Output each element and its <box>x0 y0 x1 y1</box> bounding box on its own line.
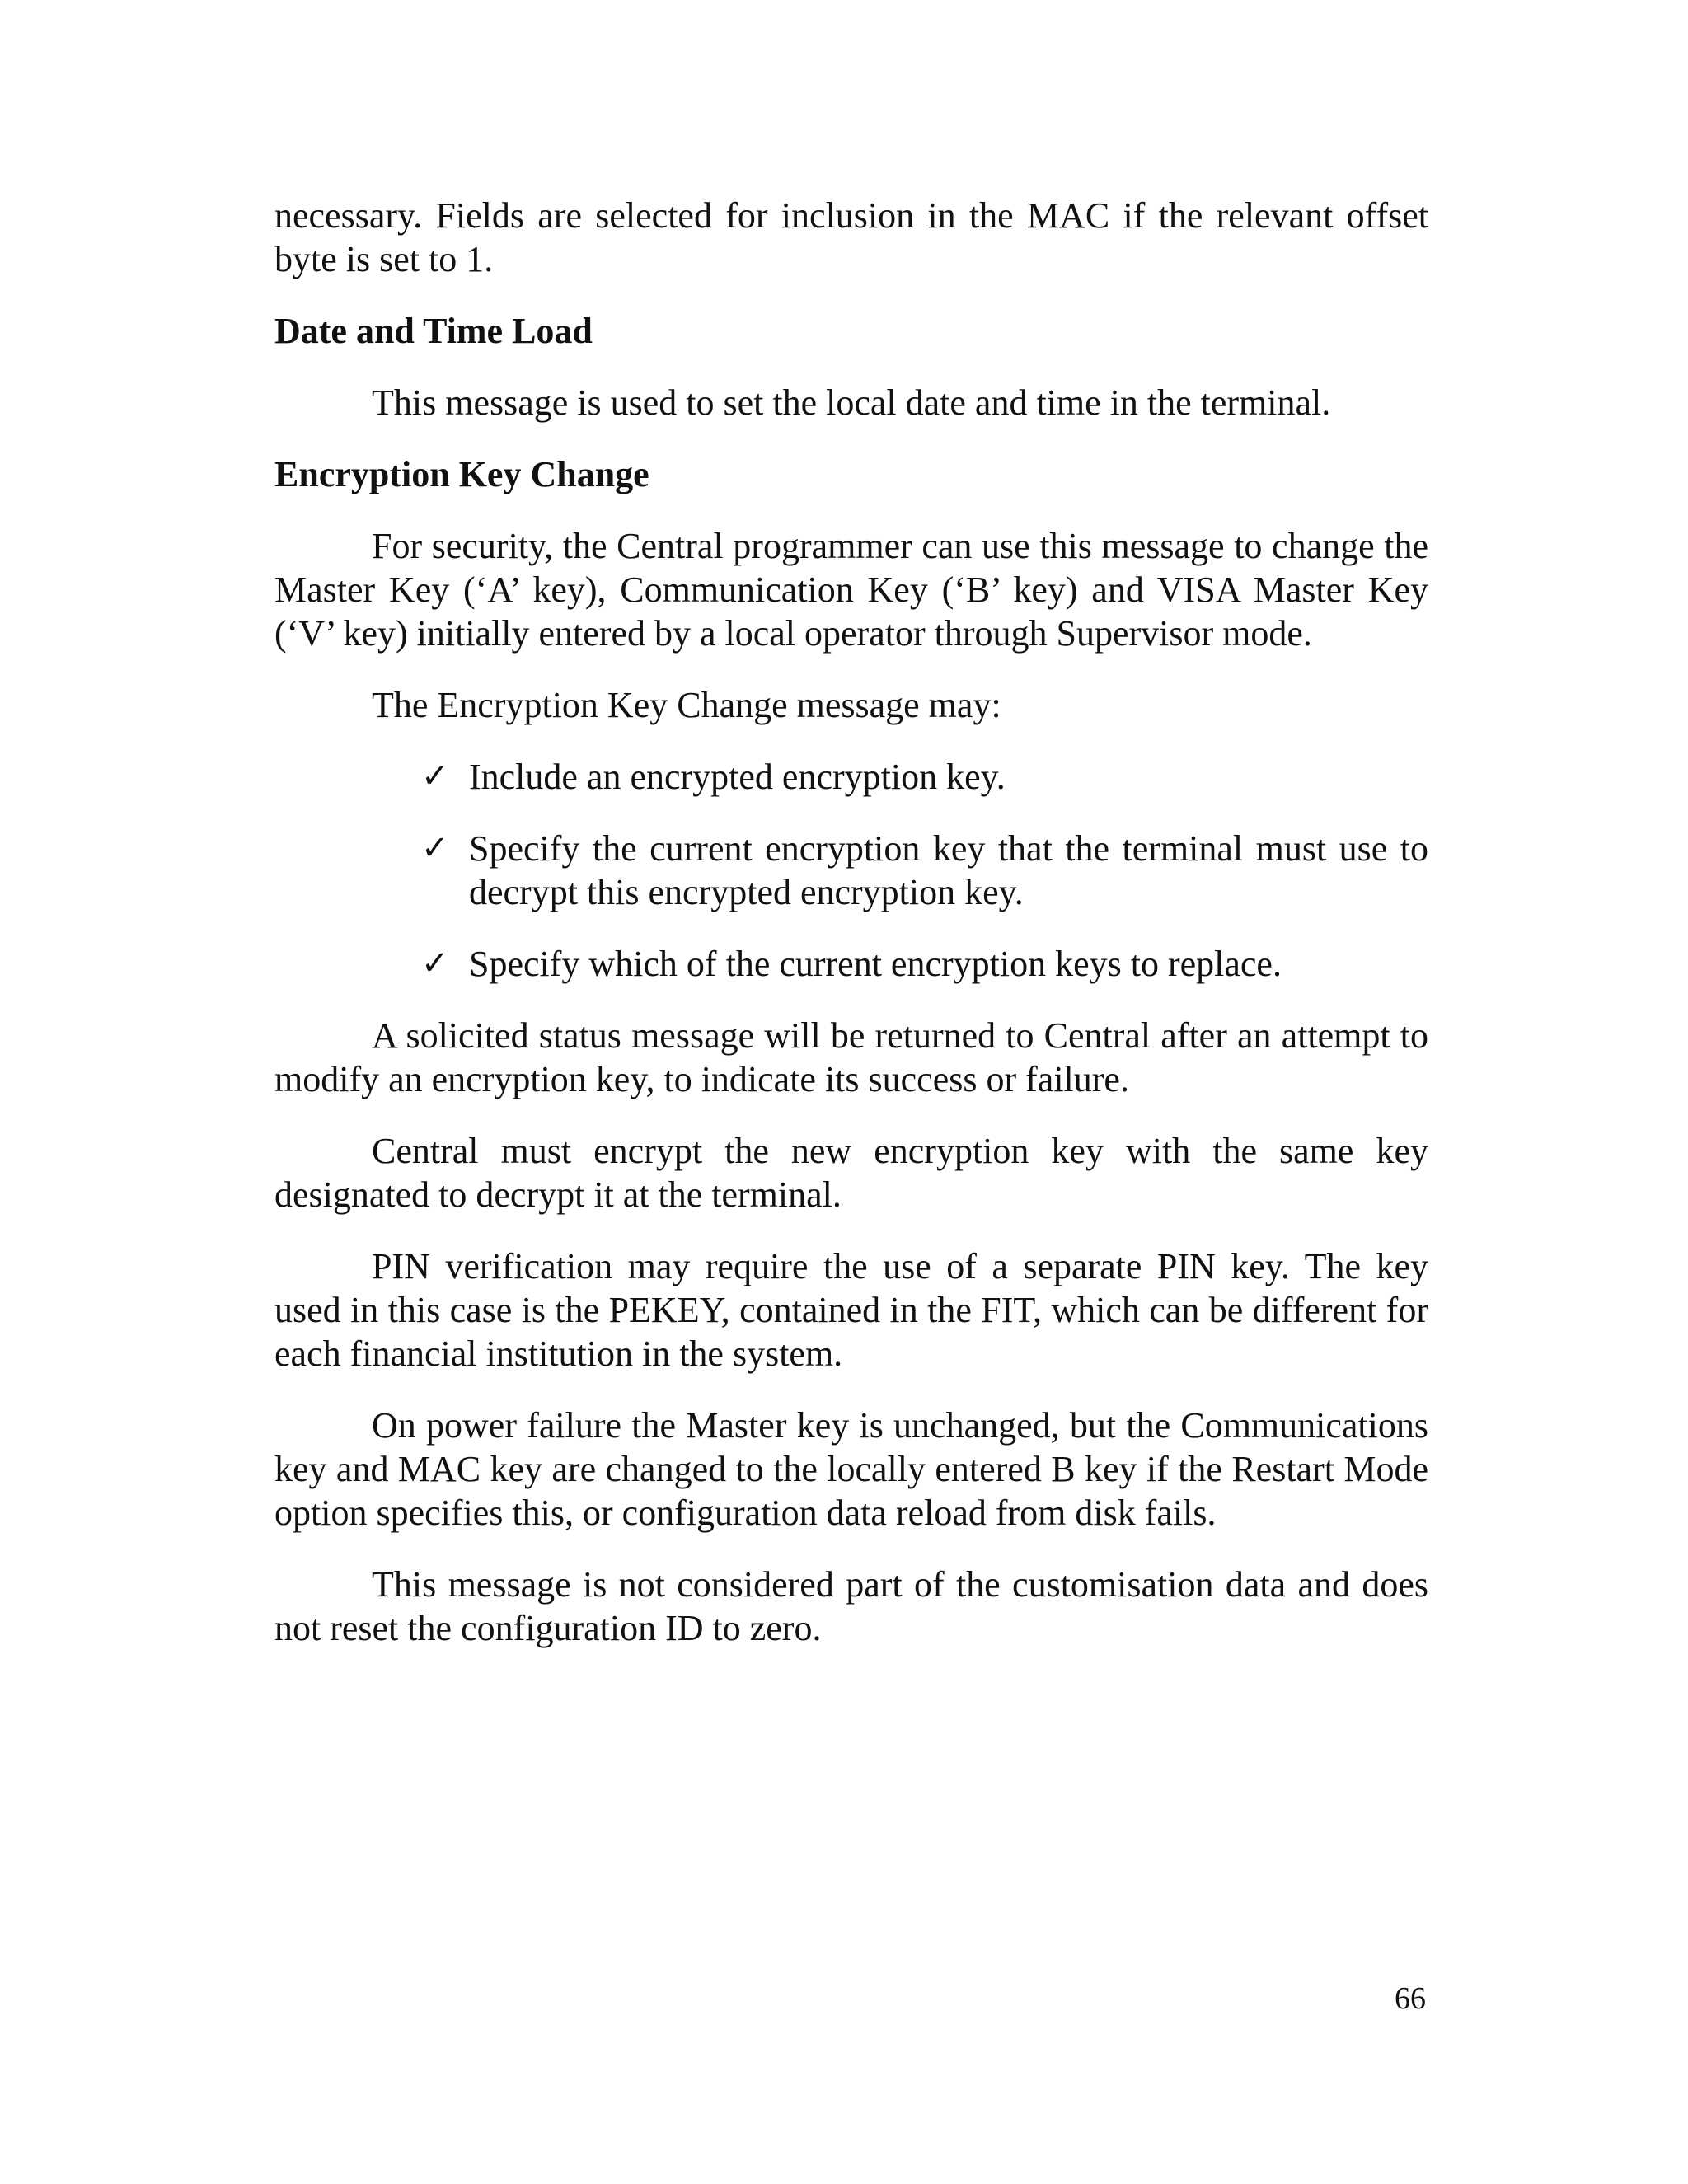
check-item-text: Include an encrypted encryption key. <box>469 757 1006 797</box>
closing-paragraph-2: Central must encrypt the new encryption key with the same key designated to decrypt it at the terminal. <box>274 1131 1428 1215</box>
checkmark-icon: ✓ <box>421 829 449 867</box>
checkmark-icon: ✓ <box>421 944 449 982</box>
closing-paragraph-4: On power failure the Master key is unchanged, but the Communications key and MAC key are changed to the locally entered B key if the Restart Mode option specifies this, or configuration data reload from disk fails. <box>274 1405 1428 1533</box>
closing-paragraph-1: A solicited status message will be returned to Central after an attempt to modify an encryption key, to indicate its success or failure. <box>274 1015 1428 1099</box>
page-number: 66 <box>1395 1981 1426 2016</box>
check-list-item <box>274 827 1428 914</box>
heading-date-time-load: Date and Time Load <box>274 311 593 351</box>
date-time-paragraph: This message is used to set the local date and time in the terminal. <box>372 382 1331 423</box>
check-item-text: Specify which of the current encryption keys to replace. <box>469 944 1282 984</box>
check-list <box>274 755 1428 986</box>
check-list-item <box>274 942 1428 986</box>
closing-paragraph-3: PIN verification may require the use of a separate PIN key. The key used in this case is the PEKEY, contained in the FIT, which can be different for each financial institution in the system. <box>274 1246 1428 1374</box>
check-item-text: Specify the current encryption key that the terminal must use to decrypt this encrypted encryption key. <box>469 828 1428 912</box>
document-page <box>274 194 1428 1678</box>
heading-encryption-key-change: Encryption Key Change <box>274 454 649 494</box>
encryption-paragraph-1: For security, the Central programmer can use this message to change the Master Key (‘A’ key), Communication Key (‘B’ key) and VISA Master Key (‘V’ key) initially entered by a local operator through Supervisor mode. <box>274 526 1428 654</box>
encryption-paragraph-2: The Encryption Key Change message may: <box>372 685 1001 725</box>
check-list-item <box>274 755 1428 799</box>
checkmark-icon: ✓ <box>421 757 449 795</box>
intro-paragraph: necessary. Fields are selected for inclusion in the MAC if the relevant offset byte is set to 1. <box>274 195 1428 279</box>
closing-paragraph-5: This message is not considered part of the customisation data and does not reset the configuration ID to zero. <box>274 1564 1428 1648</box>
